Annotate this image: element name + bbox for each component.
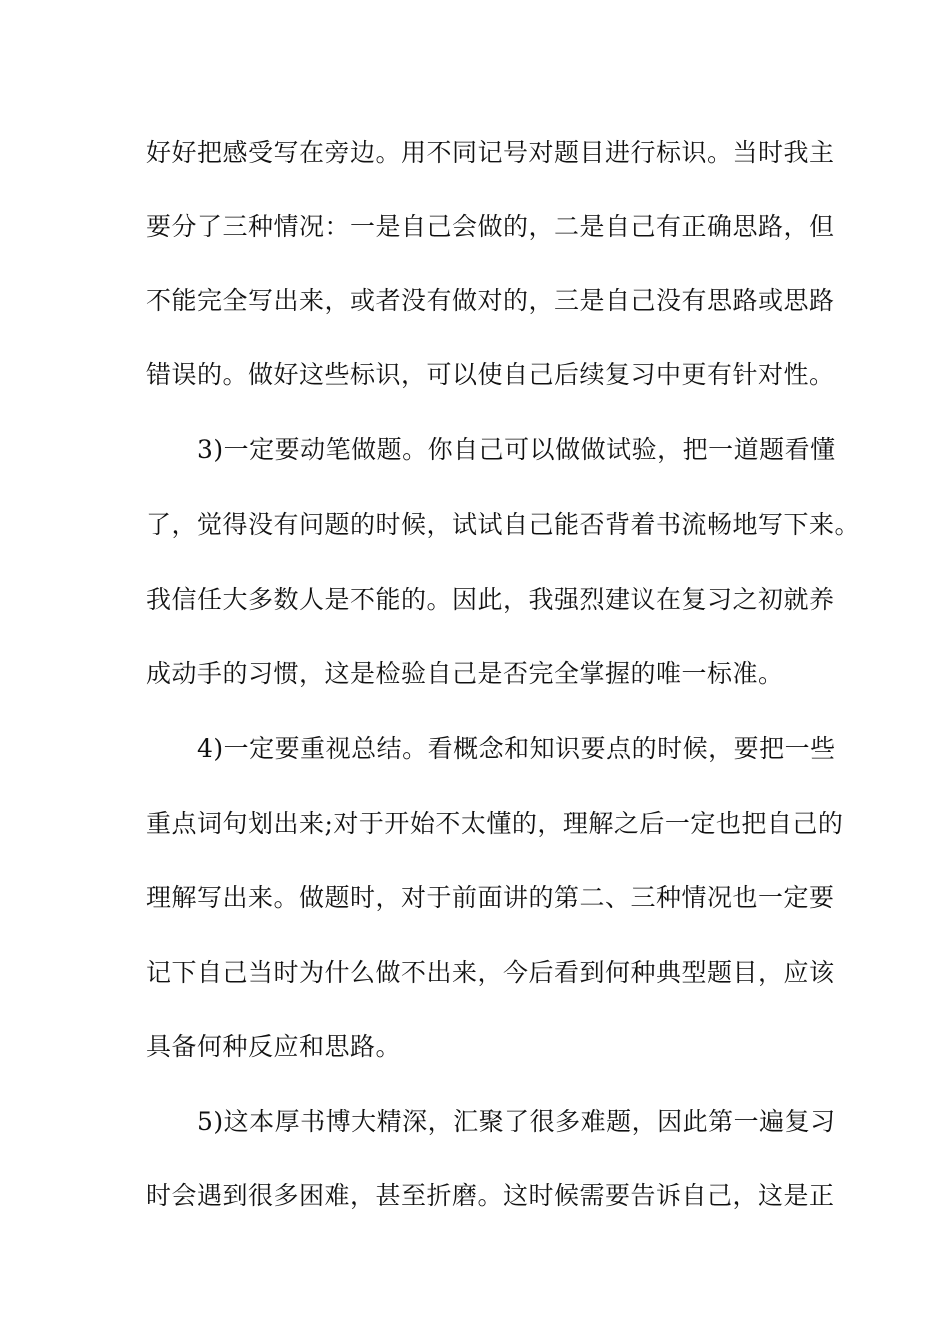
text-line: 不能完全写出来，或者没有做对的，三是自己没有思路或思路 [146,286,835,315]
text-line: 成动手的习惯，这是检验自己是否完全掌握的唯一标准。 [146,659,784,688]
text-line: 我信任大多数人是不能的。因此，我强烈建议在复习之初就养 [146,585,835,614]
text-line: 时会遇到很多困难，甚至折磨。这时候需要告诉自己，这是正 [146,1181,835,1210]
text-line: 了，觉得没有问题的时候，试试自己能否背着书流畅地写下来。 [146,510,861,539]
text-line: 记下自己当时为什么做不出来，今后看到何种典型题目，应该 [146,958,835,987]
text-line: 4)一定要重视总结。看概念和知识要点的时候，要把一些 [146,734,836,763]
text-line: 重点词句划出来;对于开始不太懂的，理解之后一定也把自己的 [146,809,844,838]
text-line: 要分了三种情况：一是自己会做的，二是自己有正确思路，但 [146,212,835,241]
text-line: 理解写出来。做题时，对于前面讲的第二、三种情况也一定要 [146,883,835,912]
text-line: 好好把感受写在旁边。用不同记号对题目进行标识。当时我主 [146,138,835,167]
text-line: 具备何种反应和思路。 [146,1032,402,1061]
text-line: 3)一定要动笔做题。你自己可以做做试验，把一道题看懂 [146,435,836,464]
text-line: 5)这本厚书博大精深，汇聚了很多难题，因此第一遍复习 [146,1107,836,1136]
text-line: 错误的。做好这些标识，可以使自己后续复习中更有针对性。 [146,360,835,389]
